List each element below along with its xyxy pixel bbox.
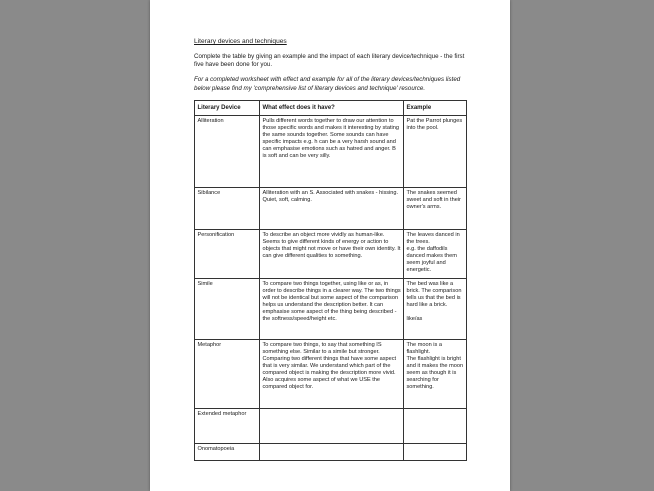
effect-cell: [260, 408, 404, 443]
table-row: [195, 443, 467, 460]
device-cell: Extended metaphor: [195, 408, 260, 443]
example-cell: The snakes seemed sweet and soft in their owner's arms.: [404, 187, 467, 229]
document-title: Literary devices and techniques: [194, 38, 287, 45]
intro-paragraph: Complete the table by giving an example and the impact of each literary device/technique - the first five have been done for you.: [194, 53, 465, 69]
example-cell: [404, 443, 467, 460]
effect-cell: To compare two things, to say that something IS something else. Similar to a simile but stronger. Comparing two different things that have some aspect that is very similar. We understand which part of the compared object is making the description more vivid. Also acquires some aspect of what we USE the compared object for.: [260, 339, 404, 408]
device-cell: Metaphor: [195, 339, 260, 408]
literary-devices-table: [194, 100, 467, 461]
device-cell: Personification: [195, 229, 260, 278]
table-row: [195, 187, 467, 229]
resource-note: For a completed worksheet with effect and example for all of the literary devices/techniques listed below please find my 'comprehensive list of literary devices and technique' resource.: [194, 76, 461, 92]
header-effect: What effect does it have?: [260, 100, 404, 115]
effect-cell: To describe an object more vividly as human-like. Seems to give different kinds of energy or action to objects that might not move or have their own identity. It can give different qualities to something.: [260, 229, 404, 278]
table-row: [195, 339, 467, 408]
table-row: [195, 278, 467, 339]
document-page: [150, 0, 510, 491]
table-row: [195, 408, 467, 443]
effect-cell: To compare two things together, using like or as, in order to describe things in a clearer way. The two things will not be identical but some aspect of the comparison helps us understand the description better. It can emphasise some aspect of the thing being described - the softness/speed/height etc.: [260, 278, 404, 339]
header-example: Example: [404, 100, 467, 115]
table-header-row: [195, 100, 467, 115]
device-cell: Sibilance: [195, 187, 260, 229]
device-cell: Alliteration: [195, 115, 260, 187]
example-cell: The leaves danced in the trees. e.g. the daffodils danced makes them seem joyful and energetic.: [404, 229, 467, 278]
effect-cell: Pulls different words together to draw our attention to those specific words and makes it interesting by stating the same sounds together. Some sounds can have specific impacts e.g. h can be a very harsh sound and can emphasise emotions such as hatred and anger. B is soft and can be very silly.: [260, 115, 404, 187]
page-content: [194, 38, 468, 461]
table-row: [195, 115, 467, 187]
effect-cell: [260, 443, 404, 460]
table-row: [195, 229, 467, 278]
example-cell: [404, 408, 467, 443]
header-device: Literary Device: [195, 100, 260, 115]
example-cell: The bed was like a brick. The comparison tells us that the bed is hard like a brick. like/as: [404, 278, 467, 339]
device-cell: Onomatopoeia: [195, 443, 260, 460]
device-cell: Simile: [195, 278, 260, 339]
effect-cell: Alliteration with an S. Associated with snakes - hissing. Quiet, soft, calming.: [260, 187, 404, 229]
example-cell: Pat the Parrot plunges into the pool.: [404, 115, 467, 187]
example-cell: The moon is a flashlight. The flashlight is bright and it makes the moon seem as though it is searching for something.: [404, 339, 467, 408]
